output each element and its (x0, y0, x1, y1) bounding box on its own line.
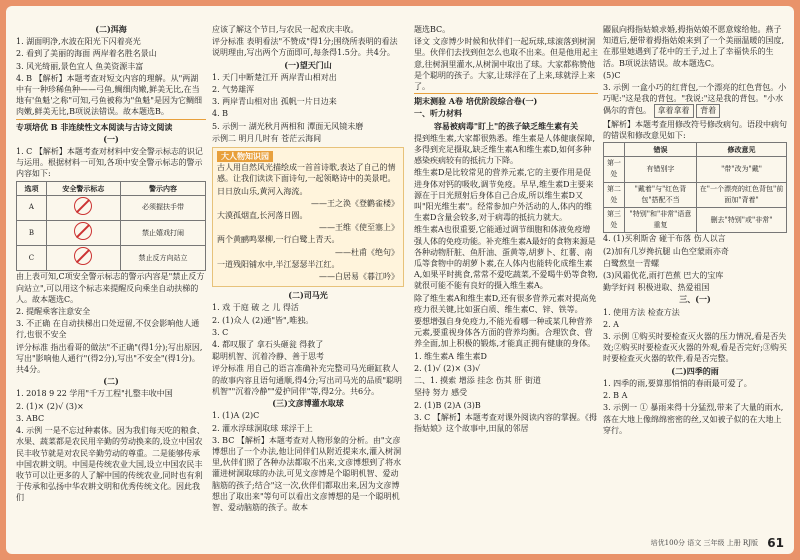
answer-line: 3. 风光绮丽,景色宜人 鱼美资源丰富 (16, 61, 144, 71)
article-paragraph: 提到维生素,大家都很熟悉。维生素是人体健康保障,多得到充足摄取,缺乏维生素A和维生素D,如何多种感染疾病较有的抵抗力下降。 (414, 133, 596, 166)
table-header (604, 143, 625, 157)
no-reverse-sign-icon (46, 246, 120, 271)
table-cell: C (17, 246, 47, 271)
answer-line: 3. ABC (16, 413, 45, 423)
sign-table (16, 181, 206, 272)
section-title: (二)洱海 (95, 24, 127, 34)
answer-line: (5)C (603, 70, 621, 80)
answer-line: 3. BC 【解析】本题考查对人物形象的分析。由"文彦博想出了一个办法,他让同伴们从附近提来水,灌入树洞里,伙伴们照了各种办法都取不出来,文彦博想到了将水灌进树洞取球的办法,可见文彦博是个聪明机智、爱动脑筋的孩子;结合"这一次,伙伴们都取出来,因为文彦博想出了取出来"等句可以看出文彦博想的是一个聪明机智、爱动脑筋的孩子。故本 (212, 435, 402, 512)
table-header: 选项 (17, 181, 47, 195)
answer-line: 3. C (212, 327, 229, 337)
special-heading: 专项培优 B 非连续性文本阅读与古诗文阅读 (16, 119, 206, 133)
article-paragraph: 维生素A也很重要,它能通过调节细胞和体液免疫增强人体的免疫功能。补充维生素A最好的食物来源是各种动物肝脏、鱼肝油、蛋黄等,胡萝卜、红薯、南瓜等食物中的胡萝卜素,在人体内也能转化成维生素A,如果平时挑食,常常不爱吃蔬菜,不爱喝牛奶等食物,就很可能不能有良好的摄入维生素A。 (414, 225, 598, 291)
answer-line: 4. 都叹服了 拿石头砸瓮 得救了 (212, 340, 324, 350)
column-2 (212, 24, 404, 514)
answer-line: 应该了解这个节日,与农民一起欢庆丰收。 (212, 25, 359, 34)
answer-line: 1. 四季的雨,要算那悄悄的春雨最可爱了。 (603, 378, 752, 388)
table-cell: A (17, 195, 47, 220)
answer-line: 4. (1)买利斯舍 碰干布落 伤人以言 (603, 234, 726, 244)
no-playing-sign-icon (46, 221, 120, 246)
table-cell: 第三处 (604, 208, 625, 233)
table-cell: 在"一个漂亮的红色背包"前面加"背着" (697, 182, 787, 207)
poem-author: ——王维《使至塞上》 (319, 223, 399, 233)
correction-example (603, 82, 787, 118)
answer-line: 二、1. 摸索 增添 挂念 伤其 肝 街道 (414, 376, 541, 386)
column-1 (16, 24, 206, 505)
column-4 (603, 24, 787, 437)
answer-line: 1. 使用方法 检查方法 (603, 307, 680, 317)
answer-line: 4. B (212, 109, 229, 119)
table-row (17, 246, 206, 271)
section-title: 一、听力材料 (414, 108, 462, 119)
table-cell: 第一处 (604, 157, 625, 182)
answer-line: 3. C 【解析】本题考查对课外阅读内容的掌握。《拇指姑娘》这个故事中,田鼠的邻居 (414, 412, 597, 433)
answer-line: 由上表可知,C项安全警示标志的警示内容是"禁止反方向站立",可以用这个标志来提醒反向乘坐自动扶梯的人。故本题选C。 (16, 272, 205, 304)
table-cell: B (17, 221, 47, 246)
section-title: (二) (103, 376, 119, 387)
column-3 (414, 24, 598, 435)
answer-line: 1. 湖面明净,水波在阳光下闪着亮光 (16, 37, 141, 47)
answer-line: 白鹭熬皇一青螺 (603, 258, 659, 268)
table-cell: "特别"和"非常"语意重复 (624, 208, 696, 233)
answer-line: 4. B 【解析】本题考查对短文内容的理解。从"两湖中有一种珍稀鱼种——弓鱼,鲷细肉嫩,鲜美无比,在当地有'鱼魁'之称"可知,弓鱼被称为"鱼魁"是因为它鲷细肉嫩,鲜美无比,B项说法错误。故本题选B。 (16, 73, 202, 117)
table-cell: 第二处 (604, 182, 625, 207)
answer-line: 1. 维生素A 维生素D (414, 351, 487, 361)
poem-author: ——王之涣《登鹳雀楼》 (311, 198, 399, 208)
table-header: 修改意见 (697, 143, 787, 157)
table-header: 警示内容 (120, 181, 205, 195)
table-cell: 必须握扶手带 (120, 195, 205, 220)
table-cell: 禁止嬉戏打闹 (120, 221, 205, 246)
answer-line: (3)风霜优花,雨打芭蕉 巴大的宝库 (603, 271, 724, 281)
article-paragraph: 维生素D是比较常见的营养元素,它的主要作用是促进身体对钙的吸收,调节免疫。早早,维生素D主要来源在于日光照射后身体自己合成,所以维生素D又叫"阳光维生素"。经常参加户外活动的人,体内的维生素D含量会较多,对于病毒的抵抗力就大。 (414, 168, 594, 223)
section-title: (一)望天门山 (284, 59, 332, 70)
poem-box-title: 大人物知识园 (217, 151, 273, 162)
answer-line: 3. 示例一 ① 暴雨来得十分猛烈,带来了大量的雨水,落在大地上像绵绵密密的丝,又如被子似的在大地上穿行。 (603, 403, 784, 435)
rubric: 评分标准 表明看法"不赞成"得1分;围绕所表明的看法说明理由,写出两个方面即可,每条得1.5分。共4分。 (212, 37, 398, 58)
answer-line: 2. 提醒乘客注意安全 (16, 307, 91, 317)
poem-line: 大漠孤烟直,长河落日圆。 (217, 211, 308, 221)
table-header: 错误 (624, 143, 696, 157)
answer-line: 3. 示例 ①购买时要检查灭火器的压力情况,看是否失效;②购买时要检查灭火器的外观,看是否完好;③购买时要检查灭火器的软件,看是否完整。 (603, 332, 787, 364)
answer-line: 1. 天门中断楚江开 两岸青山相对出 (212, 72, 337, 82)
answer-line: 3. 不正确 在自动扶梯出口处逗留,不仅会影响他人通行,也很不安全 (16, 319, 200, 340)
table-cell: "带"改为"戴" (697, 157, 787, 182)
answer-line: 2. (1)√ (2)× (3)√ (414, 363, 481, 373)
answer-line: 1. 2018 9 22 学用"千万工程"扎整丰收中国 (16, 389, 173, 399)
table-row (17, 195, 206, 220)
article-paragraph: 除了维生素A和维生素D,还有很多营养元素对提高免疫力很关键,比如蛋白质、维生素C、锌、铁等。 (414, 293, 597, 314)
section-title: (三)文彦博灌水取球 (272, 398, 344, 409)
answer-line: 题选BC。 (414, 25, 451, 34)
section-title: (一) (103, 133, 119, 144)
answer-line: 3. 两岸青山相对出 孤帆一片日边来 (212, 97, 337, 107)
poem-line: 古人用自然风光描绘成一首首诗歌,表达了自己的情感。让我们读读下面诗句,一起领略诗中的美景吧。 (217, 163, 396, 184)
answer-line: 1. (1)A (2)C (212, 411, 260, 421)
rubric: 评分标准 用自己的语言准确补充完整司马光砸缸救人的故事内容且语句通顺,得4分;写出司马光的品质"聪明机智""沉着冷静""爱护同伴"等,得2分。共6分。 (212, 364, 403, 396)
poem-line: 两个黄鹂鸣翠柳,一行白鹭上青天。 (217, 235, 340, 245)
answer-line: 2. (1)× (2)√ (3)× (16, 401, 84, 411)
table-row (17, 221, 206, 246)
table-cell: 删去"特别"或"非常" (697, 208, 787, 233)
answer-line: 1. C 【解析】本题考查对材料中安全警示标志的识记与运用。根据材料一可知,各项中安全警示标志的警示内容如下: (16, 147, 203, 179)
error-table (603, 142, 787, 233)
section-title: 三、(一) (679, 294, 711, 305)
table-row (604, 182, 787, 207)
table-cell: "戴着"与"红色背包"搭配不当 (624, 182, 696, 207)
answer-line: 2. 灌水浮球洞取球 球浮于上 (212, 423, 313, 433)
explanation: 【解析】本题考查用修改符号修改病句。语段中病句的错误和修改意见如下: (603, 119, 787, 140)
answer-line: 1. 戏 于庭 破 之 儿 得活 (212, 303, 299, 313)
article-paragraph: 要想增强自身免疫力,不能光看哪一种或某几种营养元素,要重视身体各方面的营养均衡。合理饮食、营养全面,加上积极的锻炼,才能真正拥有健康的身体。 (414, 317, 596, 349)
page-number: 61 (767, 536, 784, 550)
poem-box (212, 147, 404, 287)
article-title: 容易被病毒"盯上"的孩子缺乏维生素有关 (433, 120, 579, 131)
answer-line: 勤学好问 积极进取、热爱祖国 (603, 283, 710, 293)
poem-line: 一道残阳铺水中,半江瑟瑟半江红。 (217, 259, 340, 269)
answer-line: 2. 气势雄浑 (212, 85, 255, 95)
warning-sign-icon (46, 195, 120, 220)
answer-line: 鼹鼠向拇指姑娘求婚,拇指姑娘不愿意嫁给他。燕子知道后,便带着拇指姑娘来到了一个美丽温暖的国度,在那里她遇到了花中的王子,过上了幸福快乐的生活。B项说法错误。故本题选C。 (603, 25, 785, 68)
answer-line: (2)加有几岁搀抗腿 山色空蒙雨亦奇 (603, 246, 729, 256)
answer-line: 2. B A (603, 391, 628, 401)
table-header: 安全警示标志 (46, 181, 120, 195)
answer-line: 2. (1)众人 (2)通"皆",唯独。 (212, 315, 314, 325)
answer-line: 2. A (603, 319, 619, 329)
answer-page (6, 6, 794, 554)
answer-line: 聪明机智、沉着冷静、善于思考 (212, 352, 324, 362)
section-title: (二)司马光 (288, 290, 328, 301)
poem-author: ——杜甫《绝句》 (335, 247, 399, 257)
poem-line: 日日放山乐,黄河入海流。 (217, 186, 308, 196)
answer-line: 5. 示例一 湖光秋月两相和 潭面无风镜未磨 (212, 121, 364, 131)
section-title: (二)四季的雨 (671, 365, 719, 376)
table-cell: 禁止反方向站立 (120, 246, 205, 271)
table-cell: 有错别字 (624, 157, 696, 182)
poem-author: ——白居易《暮江吟》 (319, 272, 399, 282)
answer-line: 4. 示例 一是不忘过种素体。因为我们每天吃的粮食、水果、蔬菜都是农民用辛勤的劳动换来的,设立中国农民丰收节就是对农民辛勤劳动的尊重。二是能够传承中国农耕文明。中国是传统农业大国,设立中国农民丰收节可以让更多的人了解中国的传统农业,同时也有利于传承和弘扬中华农耕文明和优秀传统文化。因此我们 (16, 426, 205, 503)
footer-text: 培优100分 语文 三年级 上册 RJ版 (650, 539, 758, 547)
exam-heading: 期末测验 A卷 培优阶段综合卷(一) (414, 93, 598, 107)
translation: 译文 文彦博少时候和伙伴们一起玩球,球滚落到树洞里。伙伴们去找到但怎么也取不出来。但是他用起主意,往树洞里灌水,从树洞中取出了球。大家都称赞他是个聪明的孩子。大家,让球浮在了上来,球就浮上来了。 (414, 37, 598, 92)
answer-line: 示例二 明月几时有 苍茫云海间 (212, 133, 322, 143)
table-row (604, 208, 787, 233)
answer-line: 2. (1)B (2)A (3)B (414, 400, 481, 410)
rubric: 评分标准 指出看哥的做法"不正确"(得1分);写出原因,写出"影响他人通行"(得2分),写出"不安全"(得1分)。共4分。 (16, 342, 203, 375)
example-text: 3. 示例 一盒小巧的红背包,一个漂亮的红色背包。小巧呢:"这是我的背包。"我说:"这是我的背包。"小水偶尔的背包。 (603, 83, 787, 116)
table-row (604, 157, 787, 182)
answer-line: 坚持 努力 感受 (414, 388, 468, 398)
answer-line: 2. 看到了美丽的海面 两岸着名胜名景山 (16, 49, 157, 59)
correction-note: 拿着拿着 (654, 104, 694, 117)
correction-note: 背着 (696, 104, 720, 117)
